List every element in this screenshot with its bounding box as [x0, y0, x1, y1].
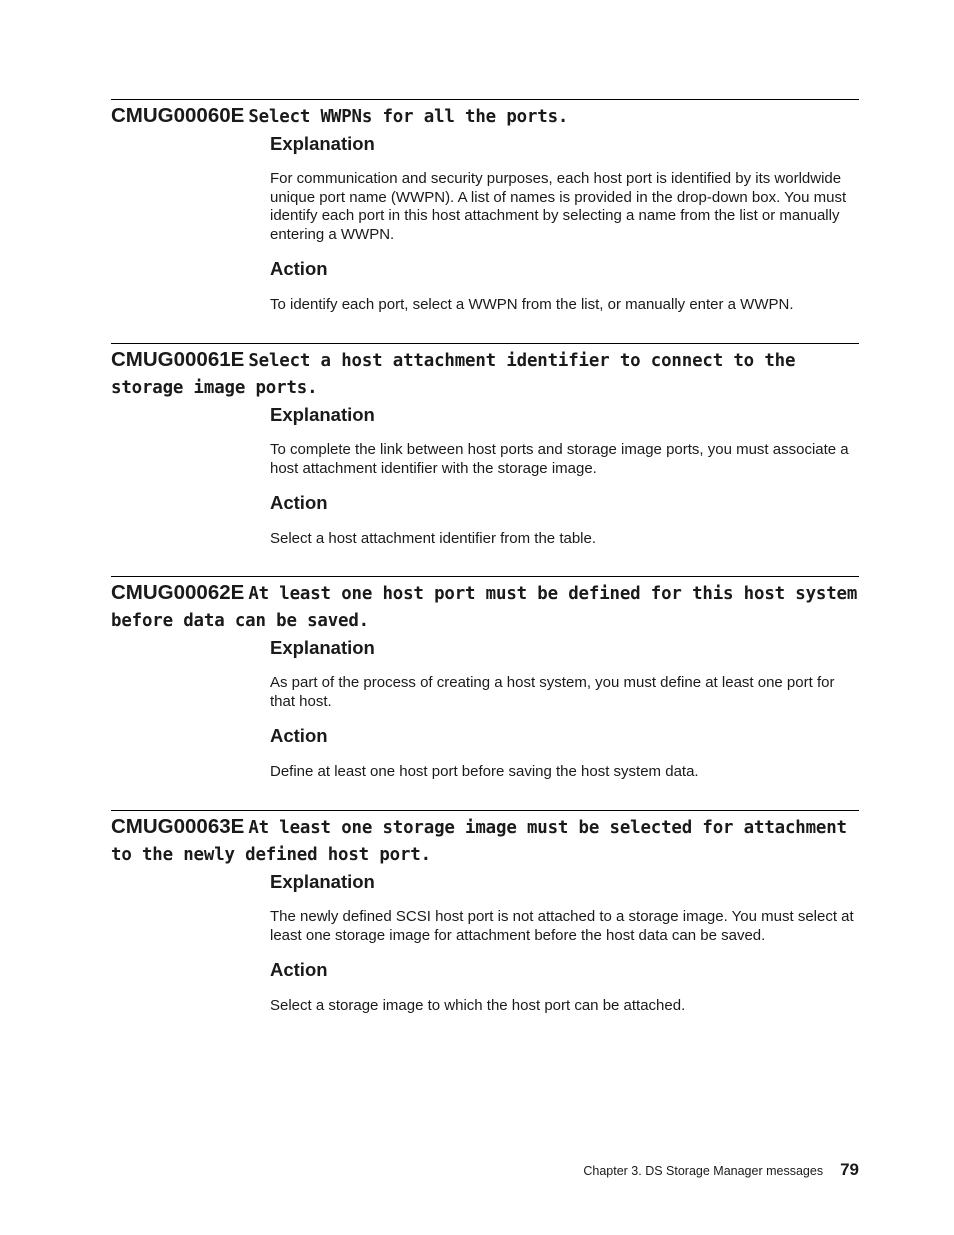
message-heading — [111, 100, 859, 131]
message-body — [270, 133, 862, 315]
action-text: Select a storage image to which the host port can be attached. — [270, 997, 686, 1014]
message-text: At least one storage image must be selected for attachment to the newly defined host port. — [111, 818, 847, 865]
explanation-heading: Explanation — [270, 637, 375, 658]
action-heading: Action — [270, 959, 328, 980]
chapter-title: Chapter 3. DS Storage Manager messages — [583, 1164, 824, 1178]
message-text: At least one host port must be defined for this host system before data can be saved. — [111, 584, 858, 631]
message-text: Select a host attachment identifier to connect to the storage image ports. — [111, 351, 796, 398]
action-text: Select a host attachment identifier from the table. — [270, 530, 597, 547]
explanation-text: For communication and security purposes, each host port is identified by its worldwide unique port name (WWPN). A list of names is provided in the drop-down box. You must identify each port in this host attachment by selecting a name from the list or manually entering a WWPN. — [270, 170, 847, 243]
explanation-text: The newly defined SCSI host port is not attached to a storage image. You must select at least one storage image for attachment before the host data can be saved. — [270, 908, 854, 944]
message-id: CMUG00061E — [111, 348, 245, 371]
message-cmug00063e — [111, 810, 859, 1016]
explanation-heading: Explanation — [270, 133, 375, 154]
action-text: To identify each port, select a WWPN from the list, or manually enter a WWPN. — [270, 296, 794, 313]
page-number: 79 — [840, 1160, 859, 1179]
message-text: Select WWPNs for all the ports. — [248, 107, 569, 127]
message-cmug00062e — [111, 576, 859, 782]
action-heading: Action — [270, 492, 328, 513]
action-heading: Action — [270, 258, 328, 279]
message-id: CMUG00063E — [111, 815, 245, 838]
explanation-heading: Explanation — [270, 404, 375, 425]
message-cmug00061e — [111, 343, 859, 549]
action-heading: Action — [270, 725, 328, 746]
page-footer — [583, 1160, 859, 1180]
explanation-text: As part of the process of creating a host system, you must define at least one port for that host. — [270, 674, 835, 710]
message-body — [270, 404, 862, 549]
message-body — [270, 637, 862, 782]
explanation-text: To complete the link between host ports and storage image ports, you must associate a host attachment identifier with the storage image. — [270, 441, 849, 477]
message-heading — [111, 811, 859, 869]
message-id: CMUG00062E — [111, 581, 245, 604]
action-text: Define at least one host port before saving the host system data. — [270, 763, 699, 780]
message-body — [270, 871, 862, 1016]
explanation-heading: Explanation — [270, 871, 375, 892]
message-id: CMUG00060E — [111, 104, 245, 127]
message-cmug00060e — [111, 99, 859, 315]
message-heading — [111, 577, 859, 635]
message-heading — [111, 344, 859, 402]
